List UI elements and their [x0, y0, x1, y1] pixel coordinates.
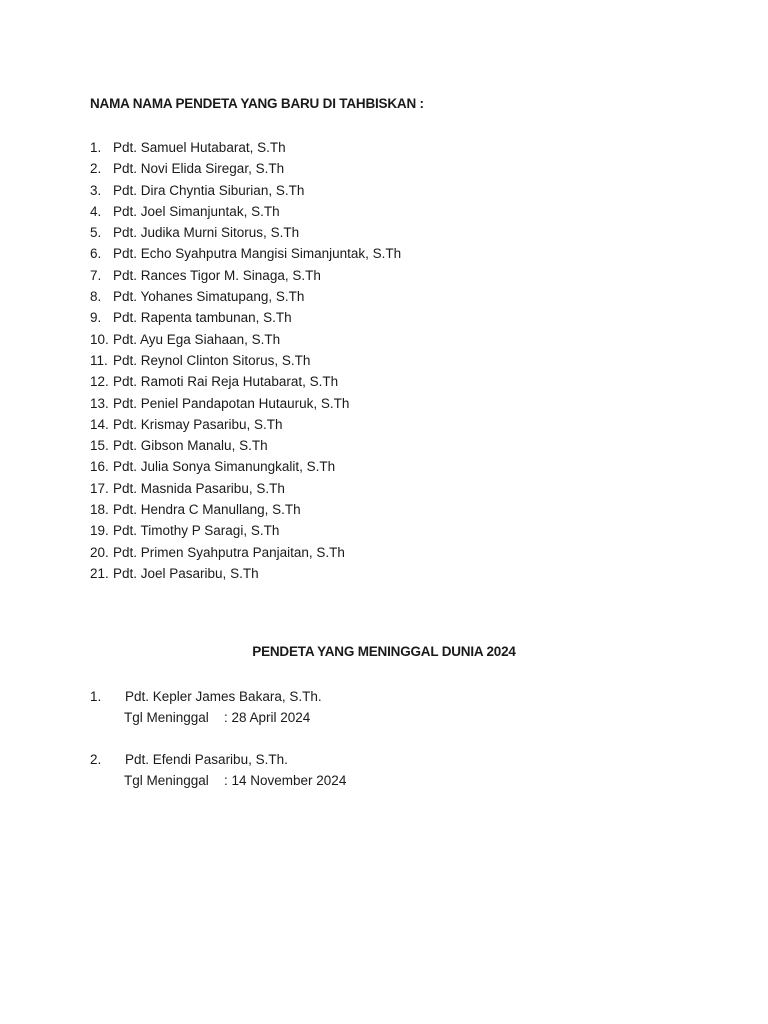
- list-item: [90, 307, 401, 328]
- list-item-name: Pdt. Reynol Clinton Sitorus, S.Th: [113, 352, 311, 368]
- list-item: [90, 243, 401, 264]
- date-value: : 28 April 2024: [224, 710, 311, 726]
- deceased-number: 2.: [90, 752, 102, 767]
- deceased-number: 1.: [90, 689, 102, 704]
- list-item: [90, 329, 401, 350]
- deceased-entry: [90, 686, 322, 729]
- list-item-name: Pdt. Masnida Pasaribu, S.Th: [113, 480, 285, 496]
- list-item-number: 14.: [90, 416, 109, 432]
- heading-new-pastors: NAMA NAMA PENDETA YANG BARU DI TAHBISKAN :: [90, 96, 424, 111]
- date-label: Tgl Meninggal: [124, 773, 209, 789]
- list-item-number: 8.: [90, 289, 102, 305]
- list-item-number: 9.: [90, 310, 102, 326]
- list-item-number: 7.: [90, 267, 102, 283]
- list-item: [90, 158, 401, 179]
- list-item: [90, 137, 401, 158]
- list-item-number: 4.: [90, 203, 102, 219]
- new-pastors-list: [90, 137, 401, 584]
- list-item-name: Pdt. Samuel Hutabarat, S.Th: [113, 140, 286, 155]
- deceased-name: Pdt. Efendi Pasaribu, S.Th.: [125, 752, 288, 767]
- list-item-number: 17.: [90, 480, 109, 496]
- list-item-number: 21.: [90, 565, 109, 581]
- list-item-number: 19.: [90, 523, 109, 539]
- list-item-name: Pdt. Hendra C Manullang, S.Th: [113, 502, 301, 518]
- list-item: [90, 542, 401, 563]
- list-item: [90, 265, 401, 286]
- list-item-name: Pdt. Timothy P Saragi, S.Th: [113, 523, 280, 539]
- list-item-name: Pdt. Joel Simanjuntak, S.Th: [113, 203, 280, 219]
- list-item-name: Pdt. Krismay Pasaribu, S.Th: [113, 416, 283, 432]
- list-item-name: Pdt. Echo Syahputra Mangisi Simanjuntak, S.Th: [113, 246, 402, 262]
- list-item-number: 15.: [90, 438, 109, 454]
- list-item-name: Pdt. Judika Murni Sitorus, S.Th: [113, 225, 300, 241]
- date-value: : 14 November 2024: [224, 773, 347, 789]
- list-item-number: 10.: [90, 331, 109, 347]
- deceased-name-row: [90, 686, 322, 707]
- list-item: [90, 563, 401, 584]
- list-item-number: 12.: [90, 374, 109, 390]
- list-item-name: Pdt. Peniel Pandapotan Hutauruk, S.Th: [113, 395, 350, 411]
- list-item: [90, 520, 401, 541]
- list-item-name: Pdt. Gibson Manalu, S.Th: [113, 438, 268, 454]
- list-item: [90, 414, 401, 435]
- list-item: [90, 435, 401, 456]
- list-item-name: Pdt. Dira Chyntia Siburian, S.Th: [113, 182, 305, 198]
- list-item-number: 1.: [90, 140, 102, 155]
- list-item: [90, 393, 401, 414]
- list-item: [90, 180, 401, 201]
- deceased-name-row: [90, 749, 346, 770]
- list-item-number: 2.: [90, 161, 102, 177]
- date-label: Tgl Meninggal: [124, 710, 209, 726]
- list-item: [90, 371, 401, 392]
- list-item-number: 16.: [90, 459, 109, 475]
- list-item-number: 5.: [90, 225, 102, 241]
- deceased-date-row: [90, 707, 322, 728]
- list-item-name: Pdt. Joel Pasaribu, S.Th: [113, 565, 259, 581]
- deceased-date-row: [90, 770, 346, 791]
- list-item-number: 20.: [90, 544, 109, 560]
- list-item-name: Pdt. Novi Elida Siregar, S.Th: [113, 161, 285, 177]
- heading-deceased-pastors: PENDETA YANG MENINGGAL DUNIA 2024: [252, 644, 516, 659]
- list-item: [90, 478, 401, 499]
- list-item: [90, 456, 401, 477]
- list-item: [90, 350, 401, 371]
- list-item-name: Pdt. Ayu Ega Siahaan, S.Th: [113, 331, 281, 347]
- list-item-name: Pdt. Rances Tigor M. Sinaga, S.Th: [113, 267, 321, 283]
- deceased-entry: [90, 749, 346, 792]
- list-item-number: 3.: [90, 182, 102, 198]
- list-item: [90, 201, 401, 222]
- list-item-name: Pdt. Rapenta tambunan, S.Th: [113, 310, 292, 326]
- list-item-number: 11.: [90, 352, 108, 368]
- list-item: [90, 499, 401, 520]
- list-item-name: Pdt. Julia Sonya Simanungkalit, S.Th: [113, 459, 336, 475]
- list-item: [90, 286, 401, 307]
- list-item-number: 6.: [90, 246, 102, 262]
- list-item-name: Pdt. Ramoti Rai Reja Hutabarat, S.Th: [113, 374, 339, 390]
- list-item-number: 13.: [90, 395, 109, 411]
- list-item-name: Pdt. Primen Syahputra Panjaitan, S.Th: [113, 544, 345, 560]
- list-item-name: Pdt. Yohanes Simatupang, S.Th: [113, 289, 305, 305]
- list-item: [90, 222, 401, 243]
- deceased-name: Pdt. Kepler James Bakara, S.Th.: [125, 689, 322, 704]
- list-item-number: 18.: [90, 502, 109, 518]
